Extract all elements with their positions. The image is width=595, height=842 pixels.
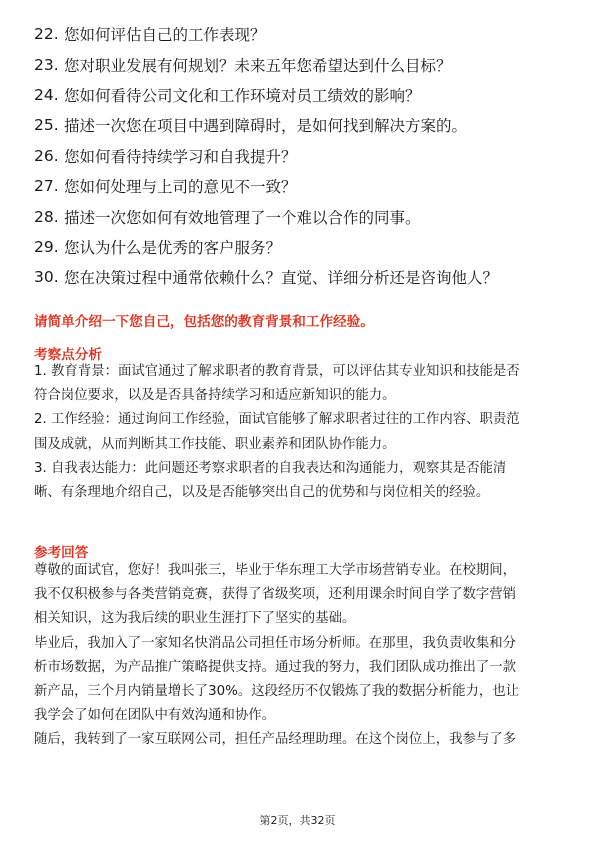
- question-text: 您对职业发展有何规划？未来五年您希望达到什么目标？: [64, 56, 452, 75]
- question-text: 描述一次您在项目中遇到障碍时，是如何找到解决方案的。: [64, 117, 468, 136]
- question-number: 29.: [34, 237, 59, 256]
- answer-line: 析市场数据，为产品推广策略提供支持。通过我的努力，我们团队成功推出了一款: [34, 659, 517, 675]
- question-list: [34, 19, 574, 293]
- question-number: 26.: [34, 146, 59, 165]
- analysis-line: 2. 工作经验：通过询问工作经验，面试官能够了解求职者过往的工作内容、职责范: [34, 412, 520, 428]
- question-text: 您在决策过程中通常依赖什么？直觉、详细分析还是咨询他人？: [64, 269, 499, 288]
- answer-line: 相关知识，这为我后续的职业生涯打下了坚实的基础。: [34, 611, 356, 627]
- question-number: 23.: [34, 55, 59, 74]
- question-item: [34, 49, 574, 79]
- question-item: [34, 80, 574, 110]
- question-item: [34, 262, 574, 292]
- analysis-line: 符合岗位要求，以及是否具备持续学习和适应新知识的能力。: [34, 388, 396, 404]
- question-item: [34, 110, 574, 140]
- analysis-heading: 考察点分析: [34, 347, 102, 363]
- question-item: [34, 232, 574, 262]
- question-item: [34, 201, 574, 231]
- answer-line: 毕业后，我加入了一家知名快消品公司担任市场分析师。在那里，我负责收集和分: [34, 635, 517, 651]
- question-item: [34, 171, 574, 201]
- question-text: 您如何评估自己的工作表现？: [64, 26, 266, 45]
- question-text: 您如何看待公司文化和工作环境对员工绩效的影响？: [64, 86, 421, 105]
- analysis-line: 1. 教育背景：面试官通过了解求职者的教育背景，可以评估其专业知识和技能是否: [34, 364, 520, 379]
- answer-line: 新产品，三个月内销量增长了30%。这段经历不仅锻炼了我的数据分析能力，也让: [34, 683, 520, 699]
- question-text: 您如何看待持续学习和自我提升？: [64, 147, 297, 166]
- answer-line: 尊敬的面试官，您好！我叫张三，毕业于华东理工大学市场营销专业。在校期间，: [34, 563, 517, 578]
- answer-line: 我学会了如何在团队中有效沟通和协作。: [34, 708, 276, 724]
- answer-line: 我不仅积极参与各类营销竞赛，获得了省级奖项，还利用课余时间自学了数字营销: [34, 587, 517, 603]
- answer-section: [34, 559, 564, 753]
- question-text: 您如何处理与上司的意见不一致？: [64, 178, 297, 197]
- question-number: 25.: [34, 116, 59, 135]
- question-number: 30.: [34, 268, 59, 287]
- question-item: [34, 141, 574, 171]
- question-number: 28.: [34, 207, 59, 226]
- featured-question: 请简单介绍一下您自己，包括您的教育背景和工作经验。: [34, 314, 374, 330]
- analysis-line: 围及成就，从而判断其工作技能、职业素养和团队协作能力。: [34, 436, 396, 452]
- question-number: 24.: [34, 85, 59, 104]
- answer-heading: 参考回答: [34, 545, 89, 561]
- question-text: 您认为什么是优秀的客户服务？: [64, 238, 282, 257]
- analysis-line: 3. 自我表达能力：此问题还考察求职者的自我表达和沟通能力，观察其是否能清: [34, 460, 507, 476]
- answer-line: 随后，我转到了一家互联网公司，担任产品经理助理。在这个岗位上，我参与了多: [34, 732, 517, 748]
- analysis-line: 晰、有条理地介绍自己，以及是否能够突出自己的优势和与岗位相关的经验。: [34, 484, 490, 500]
- analysis-section: [34, 360, 564, 505]
- page-footer: 第2页，共32页: [259, 814, 336, 827]
- question-item: [34, 19, 574, 49]
- question-number: 22.: [34, 25, 59, 44]
- question-text: 描述一次您如何有效地管理了一个难以合作的同事。: [64, 208, 421, 227]
- question-number: 27.: [34, 177, 59, 196]
